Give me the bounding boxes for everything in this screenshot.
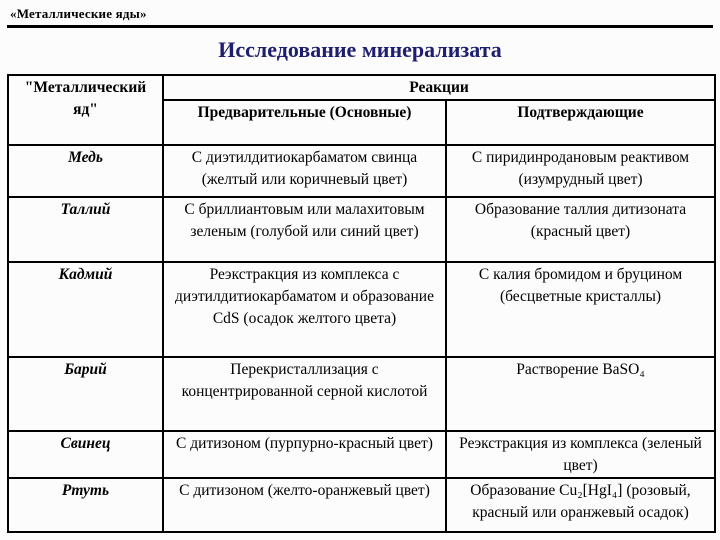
mineralizate-table [7, 74, 716, 533]
column-header-reactions: Реакции [163, 75, 715, 100]
metal-name: Ртуть [8, 478, 163, 532]
confirming-reaction: Реэкстракция из комплекса (зеленый цвет) [446, 431, 715, 478]
preliminary-reaction: С дитизоном (желто-оранжевый цвет) [163, 478, 446, 532]
table-row-copper [8, 145, 715, 197]
column-header-preliminary: Предварительные (Основные) [163, 100, 446, 145]
preliminary-reaction: Реэкстракция из комплекса с диэтилдитиокарбаматом и образование CdS (осадок желтого цвета) [163, 262, 446, 357]
table-row-barium [8, 357, 715, 431]
metal-name: Кадмий [8, 262, 163, 357]
table-row-mercury [8, 478, 715, 532]
confirming-reaction: Образование Cu₂[HgI₄] (розовый, красный или оранжевый осадок) [446, 478, 715, 532]
table-header-row-top [8, 75, 715, 100]
table-row-thallium [8, 197, 715, 262]
header-divider-rule [7, 25, 713, 28]
preliminary-reaction: Перекристаллизация с концентрированной серной кислотой [163, 357, 446, 431]
metal-name: Барий [8, 357, 163, 431]
slide-header-label: «Металлические яды» [10, 6, 147, 21]
column-header-confirming: Подтверждающие [446, 100, 715, 145]
metal-name: Медь [8, 145, 163, 197]
table-row-cadmium [8, 262, 715, 357]
confirming-reaction: С калия бромидом и бруцином (бесцветные кристаллы) [446, 262, 715, 357]
preliminary-reaction: С бриллиантовым или малахитовым зеленым (голубой или синий цвет) [163, 197, 446, 262]
confirming-reaction: С пиридинродановым реактивом (изумрудный цвет) [446, 145, 715, 197]
preliminary-reaction: С диэтилдитиокарбаматом свинца (желтый или коричневый цвет) [163, 145, 446, 197]
page-title: Исследование минерализата [218, 37, 502, 62]
preliminary-reaction: С дитизоном (пурпурно-красный цвет) [163, 431, 446, 478]
metal-name: Таллий [8, 197, 163, 262]
confirming-reaction: Растворение BaSO₄ [446, 357, 715, 431]
metal-name: Свинец [8, 431, 163, 478]
table-row-lead [8, 431, 715, 478]
confirming-reaction: Образование таллия дитизоната (красный цвет) [446, 197, 715, 262]
column-header-metal-poison: "Металлический яд" [8, 75, 163, 145]
